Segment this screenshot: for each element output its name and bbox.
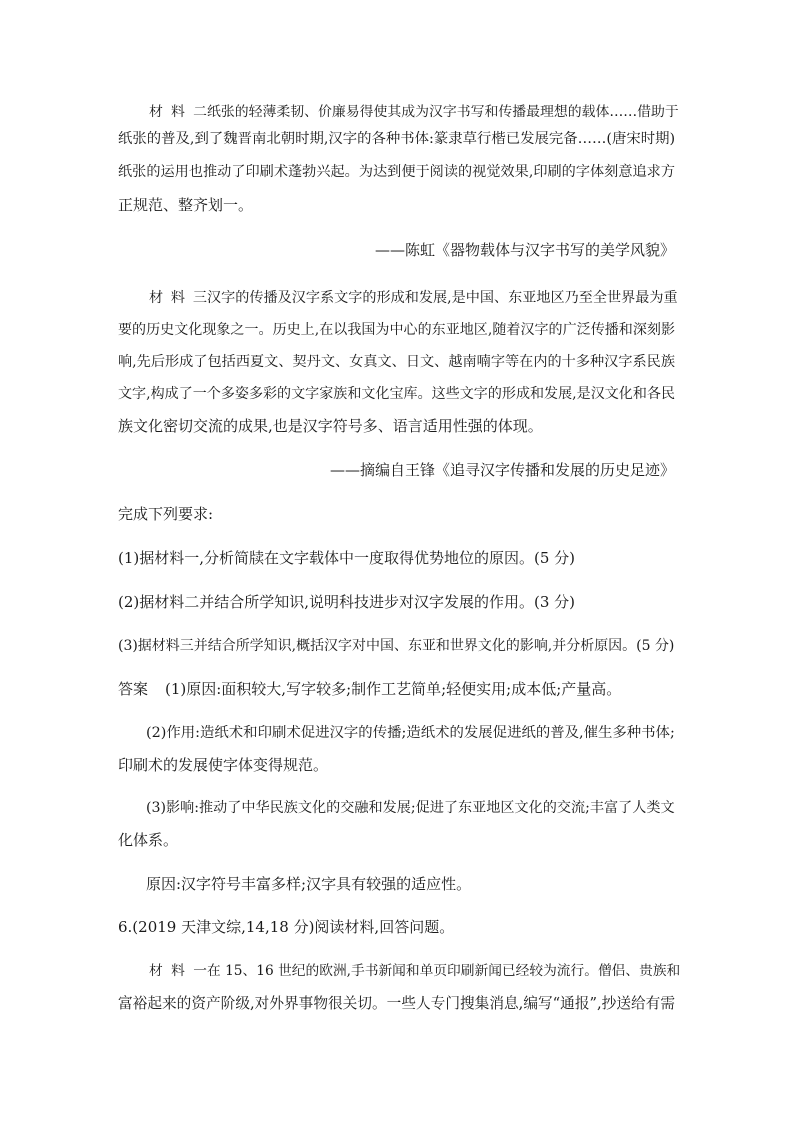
material3-source: ——摘编自王锋《追寻汉字传播和发展的历史足迹》 [329, 461, 675, 479]
material2-line-1: 材料二纸张的轻薄柔韧、价廉易得使其成为汉字书写和传播最理想的载体……借助于 [149, 104, 679, 120]
material3-line-1: 材料三汉字的传播及汉字系文字的形成和发展,是中国、东亚地区乃至全世界最为重 [149, 290, 678, 306]
question6-title: 6.(2019 天津文综,14,18 分)阅读材料,回答问题。 [118, 918, 455, 936]
answer-part3-line-2: 化体系。 [118, 831, 179, 849]
material3-line-4: 文字,构成了一个多姿多彩的文字家族和文化宝库。这些文字的形成和发展,是汉文化和各民 [118, 386, 675, 402]
question-1: (1)据材料一,分析简牍在文字载体中一度取得优势地位的原因。(5 分) [118, 549, 576, 567]
material3-line-2: 要的历史文化现象之一。历史上,在以我国为中心的东亚地区,随着汉字的广泛传播和深刻影 [118, 322, 675, 338]
answer-part2-line-2: 印刷术的发展使字体变得规范。 [118, 756, 329, 774]
requirements-heading: 完成下列要求: [118, 505, 214, 523]
question6-material1-label: 材料一 [149, 963, 207, 979]
material2-source: ——陈虹《器物载体与汉字书写的美学风貌》 [374, 241, 675, 259]
material3-line-5: 族文化密切交流的成果,也是汉字符号多、语言适用性强的体现。 [118, 417, 543, 435]
question-2: (2)据材料二并结合所学知识,说明科技进步对汉字发展的作用。(3 分) [118, 593, 576, 611]
question6-material1-line-1: 材料一在 15、16 世纪的欧洲,手书新闻和单页印刷新闻已经较为流行。僧侣、贵族和 [149, 963, 681, 979]
material2-line-2: 纸张的普及,到了魏晋南北朝时期,汉字的各种书体:篆隶草行楷已发展完备……(唐宋时期) [118, 131, 676, 147]
answer-part2-line-1: (2)作用:造纸术和印刷术促进汉字的传播;造纸术的发展促进纸的普及,催生多种书体; [146, 725, 675, 741]
answer-label: 答案 [118, 680, 149, 698]
question6-material1-line-2: 富裕起来的资产阶级,对外界事物很关切。一些人专门搜集消息,编写“通报”,抄送给有需 [118, 995, 675, 1012]
question-3: (3)据材料三并结合所学知识,概括汉字对中国、东亚和世界文化的影响,并分析原因。(5 分) [118, 638, 675, 654]
material2-line-4: 正规范、整齐划一。 [118, 196, 254, 214]
material2-line-3: 纸张的运用也推动了印刷术蓬勃兴起。为达到便于阅读的视觉效果,印刷的字体刻意追求方 [118, 164, 675, 180]
material3-line-3: 响,先后形成了包括西夏文、契丹文、女真文、日文、越南喃字等在内的十多种汉字系民族 [118, 354, 675, 370]
material3-label: 材料三 [149, 290, 207, 306]
answer-part3-line-1: (3)影响:推动了中华民族文化的交融和发展;促进了东亚地区文化的交流;丰富了人类文 [146, 800, 675, 816]
answer-part1: 答案 (1)原因:面积较大,写字较多;制作工艺简单;轻便实用;成本低;产量高。 [118, 680, 622, 698]
material2-label: 材料二 [149, 104, 207, 120]
answer-reason: 原因:汉字符号丰富多样;汉字具有较强的适应性。 [146, 875, 472, 893]
